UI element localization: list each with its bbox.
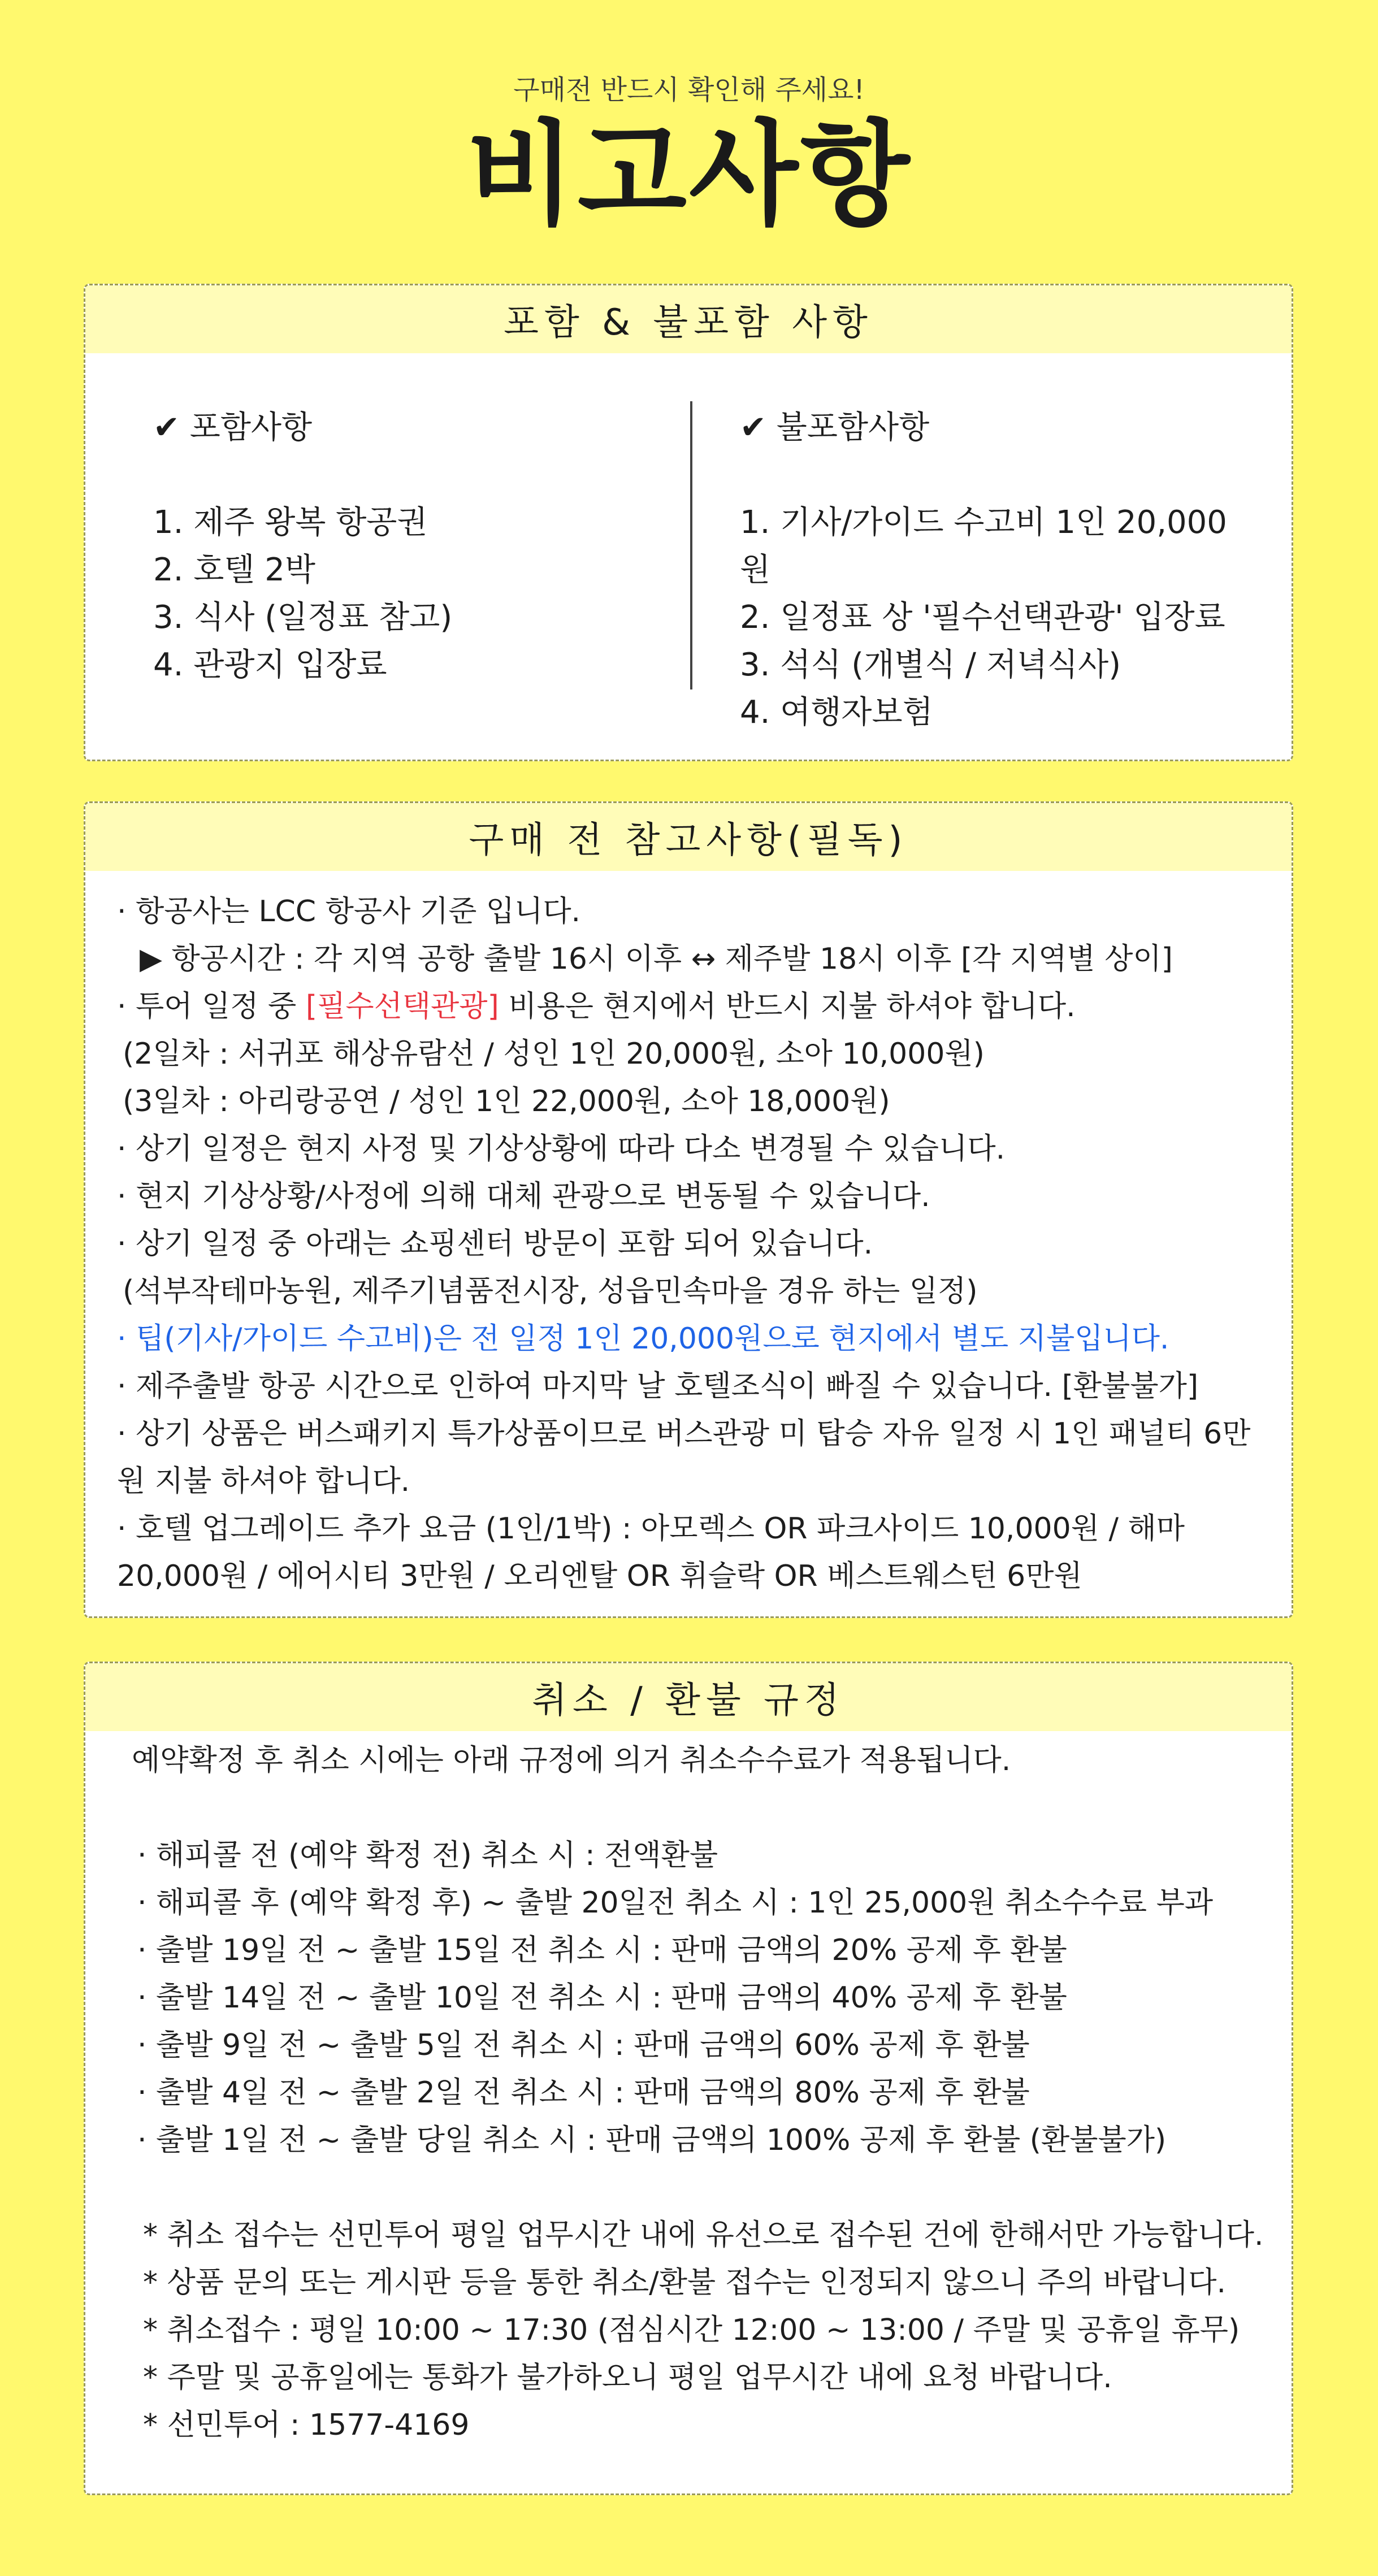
note-text: 비용은 현지에서 반드시 지불 하셔야 합니다. [499,990,1076,1024]
note-line: · 상기 일정은 현지 사정 및 기상상황에 따라 다소 변경될 수 있습니다. [117,1132,1006,1166]
note-text: · 투어 일정 중 [117,990,306,1024]
list-item: 4. 여행자보험 [740,694,933,731]
cancel-rule: · 해피콜 전 (예약 확정 전) 취소 시 : 전액환불 [137,1838,718,1872]
notes-card [84,801,1293,1618]
notes-card-title: 구매 전 참고사항(필독) [85,803,1292,871]
included-list [153,499,662,689]
cancel-card [84,1662,1293,2495]
notes-body [117,888,1276,1600]
cancel-rule: · 출발 19일 전 ~ 출발 15일 전 취소 시 : 판매 금액의 20% 공제 후 환불 [137,1933,1067,1967]
list-item: 4. 관광지 입장료 [153,647,387,683]
cancel-rule: · 출발 9일 전 ~ 출발 5일 전 취소 시 : 판매 금액의 60% 공제 후 환불 [137,2028,1030,2062]
excluded-title: ✔ 불포함사항 [740,409,930,446]
list-item: 1. 제주 왕복 항공권 [153,504,428,541]
required-tour-highlight: [필수선택관광] [305,990,499,1024]
note-line: · 항공사는 LCC 항공사 기준 입니다. [117,895,581,929]
included-column [153,404,662,689]
included-title: ✔ 포함사항 [153,409,313,446]
page-title: 비고사항 [466,109,912,241]
note-line: (석부작테마농원, 제주기념품전시장, 성읍민속마을 경유 하는 일정) [123,1274,978,1308]
cancel-footnote: * 취소접수 : 평일 10:00 ~ 17:30 (점심시간 12:00 ~ 13:00 / 주말 및 공휴일 휴무) [143,2313,1240,2347]
cancel-card-title: 취소 / 환불 규정 [85,1663,1292,1731]
list-item: 1. 기사/가이드 수고비 1인 20,000원 [740,504,1227,588]
note-line: · 현지 기상상황/사정에 의해 대체 관광으로 변동될 수 있습니다. [117,1179,930,1213]
note-line [117,1315,1276,1363]
cancel-rule: · 출발 14일 전 ~ 출발 10일 전 취소 시 : 판매 금액의 40% 공제 후 환불 [137,1981,1067,2015]
note-line [117,983,1276,1030]
cancel-rule: · 출발 4일 전 ~ 출발 2일 전 취소 시 : 판매 금액의 80% 공제 후 환불 [137,2076,1030,2110]
cancel-footnote: * 주말 및 공휴일에는 통화가 불가하오니 평일 업무시간 내에 요청 바랍니다. [143,2361,1112,2395]
cancel-intro: 예약확정 후 취소 시에는 아래 규정에 의거 취소수수료가 적용됩니다. [132,1744,1011,1777]
note-line: ▶ 항공시간 : 각 지역 공항 출발 16시 이후 ↔ 제주발 18시 이후 [각 지역별 상이] [140,942,1173,976]
excluded-column [740,404,1249,736]
cancel-rule: · 해피콜 후 (예약 확정 후) ~ 출발 20일전 취소 시 : 1인 25,000원 취소수수료 부과 [137,1886,1214,1920]
note-line: (3일차 : 아리랑공연 / 성인 1인 22,000원, 소아 18,000원) [123,1085,890,1118]
note-line: · 상기 일정 중 아래는 쇼핑센터 방문이 포함 되어 있습니다. [117,1227,873,1261]
list-item: 3. 식사 (일정표 참고) [153,599,453,636]
inclusions-card-title: 포함 & 불포함 사항 [85,285,1292,353]
contact-phone: * 선민투어 : 1577-4169 [143,2408,470,2442]
page-subtitle: 구매전 반드시 확인해 주세요! [513,74,865,106]
cancel-body [132,1737,1279,2449]
list-item: 2. 호텔 2박 [153,552,315,588]
note-line: (2일차 : 서귀포 해상유람선 / 성인 1인 20,000원, 소아 10,000원) [123,1037,985,1071]
cancel-footnote: * 취소 접수는 선민투어 평일 업무시간 내에 유선으로 접수된 건에 한해서만 가능합니다. [143,2218,1264,2252]
cancel-footnote: * 상품 문의 또는 게시판 등을 통한 취소/환불 접수는 인정되지 않으니 주의 바랍니다. [143,2266,1227,2300]
note-line: · 상기 상품은 버스패키지 특가상품이므로 버스관광 미 탑승 자유 일정 시 1인 패널티 6만원 지불 하셔야 합니다. [117,1417,1251,1498]
cancel-rule: · 출발 1일 전 ~ 출발 당일 취소 시 : 판매 금액의 100% 공제 후 환불 (환불불가) [137,2123,1167,2157]
list-item: 3. 석식 (개별식 / 저녁식사) [740,647,1121,683]
list-item: 2. 일정표 상 '필수선택관광' 입장료 [740,599,1225,636]
column-divider [690,401,692,689]
tip-highlight: 팁(기사/가이드 수고비)은 전 일정 1인 20,000원으로 현지에서 별도 지불입니다. [136,1322,1169,1356]
excluded-list [740,499,1249,736]
note-line: · 호텔 업그레이드 추가 요금 (1인/1박) : 아모렉스 OR 파크사이드 10,000원 / 해마 20,000원 / 에어시티 3만원 / 오리엔탈 OR 휘슬락 OR 베스트웨스턴 6만원 [117,1512,1185,1593]
inclusions-card [84,284,1293,761]
note-text: · [117,1322,136,1356]
note-line: · 제주출발 항공 시간으로 인하여 마지막 날 호텔조식이 빠질 수 있습니다. [환불불가] [117,1369,1199,1403]
